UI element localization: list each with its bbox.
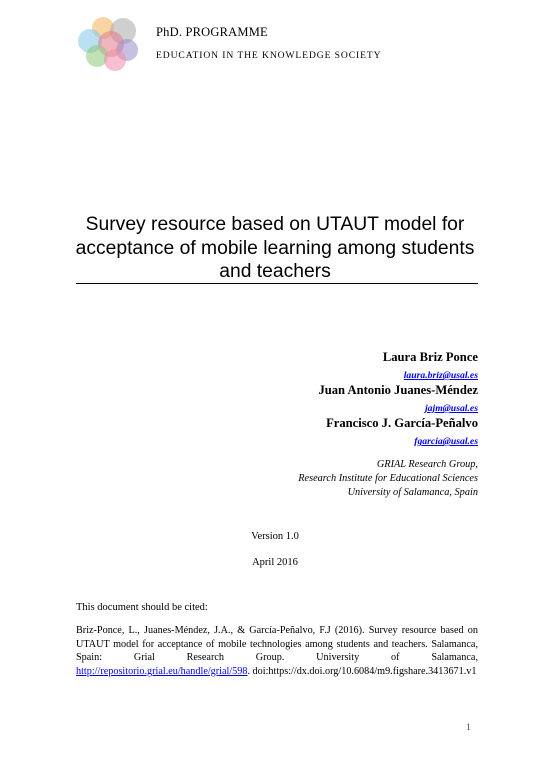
document-title: [60, 213, 490, 284]
author-email-link[interactable]: fgarcia@usal.es: [414, 436, 478, 447]
title-divider: [76, 283, 478, 284]
author-name: Juan Antonio Juanes-Méndez: [318, 383, 478, 397]
logo-circle: [104, 49, 126, 71]
date-label: April 2016: [252, 557, 298, 568]
affiliation: [178, 458, 478, 500]
repository-link[interactable]: http://repositorio.grial.eu/handle/grial/598: [76, 665, 248, 677]
citation-text: [76, 624, 478, 678]
affiliation-institute: Research Institute for Educational Sciences: [298, 473, 478, 484]
citation-body: Briz-Ponce, L., Juanes-Méndez, J.A., & García-Peñalvo, F.J (2016). Survey resource based on UTAUT model for acceptance of mobile technologies among students and teachers. Salamanca, Spain: Grial Research Group. University of Salamanca,: [76, 625, 478, 664]
programme-logo: [76, 15, 142, 73]
title-line: Survey resource based on UTAUT model for: [85, 214, 465, 235]
programme-subtitle: EDUCATION IN THE KNOWLEDGE SOCIETY: [156, 50, 382, 61]
title-line: and teachers: [219, 261, 331, 282]
page-number: 1: [466, 723, 471, 733]
author-name: Francisco J. García-Peñalvo: [326, 416, 478, 430]
author-email-link[interactable]: laura.briz@usal.es: [403, 370, 478, 381]
affiliation-university: University of Salamanca, Spain: [347, 487, 478, 498]
author-email-link[interactable]: jajm@usal.es: [424, 403, 478, 414]
citation-doi: . doi:https://dx.doi.org/10.6084/m9.figshare.3413671.v1: [247, 665, 477, 677]
citation-heading: This document should be cited:: [76, 602, 208, 613]
affiliation-group: GRIAL Research Group,: [376, 459, 478, 470]
title-line: acceptance of mobile learning among students: [75, 237, 475, 259]
programme-title: PhD. PROGRAMME: [156, 25, 268, 39]
author-name: Laura Briz Ponce: [382, 350, 478, 364]
author-block: [178, 350, 478, 500]
version-label: Version 1.0: [251, 531, 299, 542]
